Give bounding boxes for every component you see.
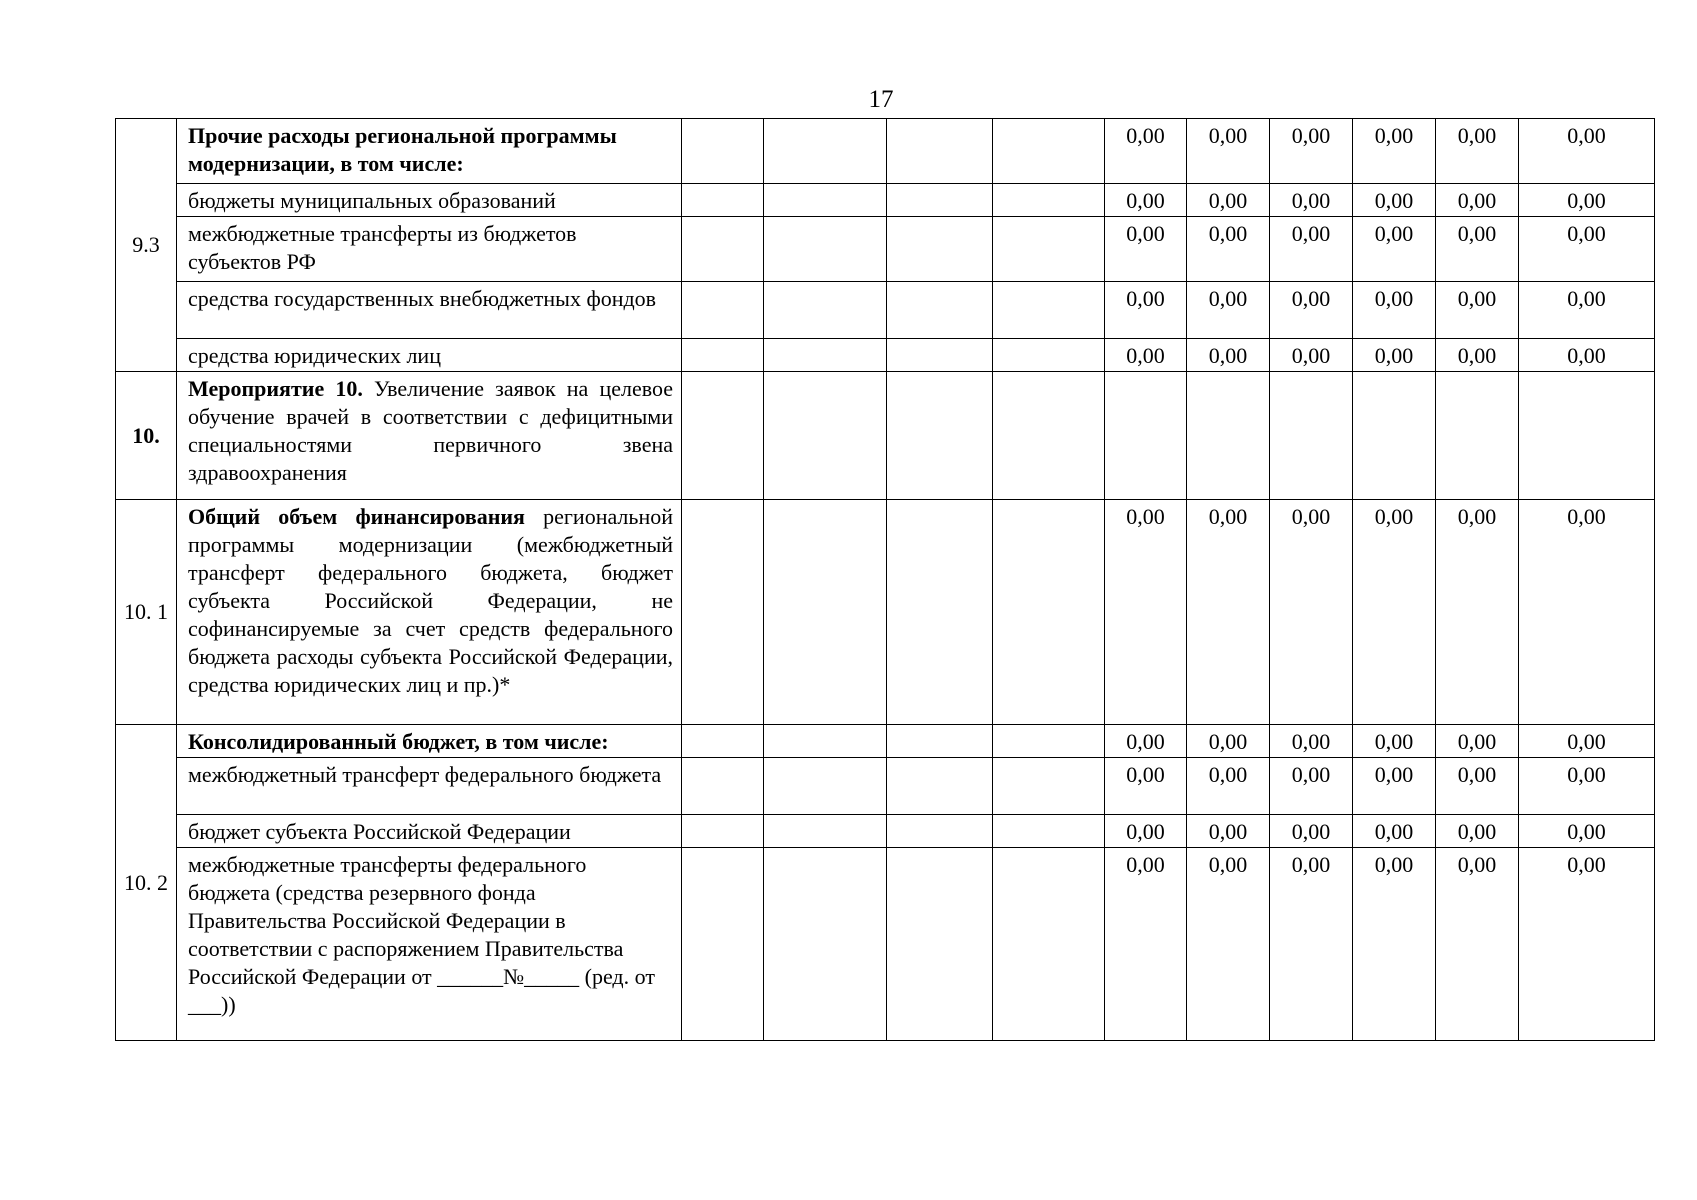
value-cell: 0,00 [1105, 184, 1187, 217]
value-cell: 0,00 [1353, 758, 1436, 815]
value-cell: 0,00 [1353, 848, 1436, 1041]
value-cell: 0,00 [1519, 815, 1655, 848]
empty-cell [993, 339, 1105, 372]
description-text: межбюджетный трансферт федерального бюджета [188, 762, 662, 787]
empty-cell [993, 500, 1105, 725]
value-cell: 0,00 [1519, 500, 1655, 725]
empty-cell [682, 372, 764, 500]
value-cell: 0,00 [1436, 725, 1519, 758]
value-cell: 0,00 [1270, 725, 1353, 758]
empty-cell [993, 217, 1105, 282]
empty-cell [682, 500, 764, 725]
value-cell: 0,00 [1519, 848, 1655, 1041]
value-cell: 0,00 [1270, 758, 1353, 815]
value-cell: 0,00 [1187, 339, 1270, 372]
empty-cell [682, 725, 764, 758]
table-row [116, 372, 1655, 500]
value-cell: 0,00 [1353, 725, 1436, 758]
value-cell: 0,00 [1436, 217, 1519, 282]
description-cell [177, 282, 682, 339]
description-text: межбюджетные трансферты из бюджетов субъектов РФ [188, 221, 577, 274]
value-cell [1187, 372, 1270, 500]
value-cell: 0,00 [1353, 184, 1436, 217]
description-cell [177, 500, 682, 725]
value-cell: 0,00 [1436, 339, 1519, 372]
empty-cell [887, 119, 993, 184]
value-cell: 0,00 [1105, 500, 1187, 725]
empty-cell [993, 282, 1105, 339]
description-text: средства юридических лиц [188, 343, 441, 368]
empty-cell [887, 184, 993, 217]
row-number-cell: 10. 1 [116, 500, 177, 725]
table-row [116, 119, 1655, 184]
value-cell: 0,00 [1105, 815, 1187, 848]
empty-cell [993, 848, 1105, 1041]
empty-cell [682, 119, 764, 184]
description-text: Общий объем финансирования [188, 504, 525, 529]
value-cell: 0,00 [1436, 848, 1519, 1041]
value-cell: 0,00 [1353, 217, 1436, 282]
value-cell: 0,00 [1436, 119, 1519, 184]
value-cell: 0,00 [1270, 184, 1353, 217]
empty-cell [993, 372, 1105, 500]
description-cell [177, 217, 682, 282]
value-cell: 0,00 [1353, 815, 1436, 848]
empty-cell [993, 815, 1105, 848]
value-cell [1519, 372, 1655, 500]
description-text: Мероприятие 10. [188, 376, 363, 401]
description-cell [177, 758, 682, 815]
value-cell: 0,00 [1105, 758, 1187, 815]
empty-cell [682, 758, 764, 815]
value-cell: 0,00 [1519, 282, 1655, 339]
table-row [116, 815, 1655, 848]
empty-cell [764, 339, 887, 372]
value-cell: 0,00 [1187, 217, 1270, 282]
value-cell: 0,00 [1519, 725, 1655, 758]
description-text: Консолидированный бюджет, в том числе: [188, 729, 609, 754]
value-cell [1270, 372, 1353, 500]
table-row [116, 758, 1655, 815]
empty-cell [764, 848, 887, 1041]
value-cell: 0,00 [1187, 848, 1270, 1041]
empty-cell [682, 282, 764, 339]
description-cell [177, 184, 682, 217]
empty-cell [993, 725, 1105, 758]
description-text: межбюджетные трансферты федерального бюджета (средства резервного фонда Правительства Российской Федерации в соответствии с распоряжением Правительства Российской Федерации от ______№_____ (ред. от ___)) [188, 852, 655, 1017]
empty-cell [764, 372, 887, 500]
value-cell: 0,00 [1436, 282, 1519, 339]
value-cell: 0,00 [1353, 282, 1436, 339]
description-cell [177, 339, 682, 372]
value-cell: 0,00 [1270, 815, 1353, 848]
table-row [116, 184, 1655, 217]
empty-cell [764, 758, 887, 815]
table-row [116, 500, 1655, 725]
value-cell: 0,00 [1187, 119, 1270, 184]
empty-cell [887, 725, 993, 758]
empty-cell [764, 184, 887, 217]
value-cell: 0,00 [1519, 217, 1655, 282]
value-cell: 0,00 [1353, 119, 1436, 184]
table-row [116, 725, 1655, 758]
empty-cell [887, 500, 993, 725]
empty-cell [887, 339, 993, 372]
value-cell: 0,00 [1187, 725, 1270, 758]
empty-cell [764, 500, 887, 725]
value-cell: 0,00 [1270, 119, 1353, 184]
description-text: Прочие расходы региональной программы модернизации, в том числе: [188, 123, 617, 176]
empty-cell [682, 184, 764, 217]
value-cell: 0,00 [1105, 848, 1187, 1041]
description-cell [177, 372, 682, 500]
empty-cell [887, 372, 993, 500]
empty-cell [682, 217, 764, 282]
value-cell [1436, 372, 1519, 500]
description-text: бюджет субъекта Российской Федерации [188, 819, 571, 844]
value-cell: 0,00 [1436, 758, 1519, 815]
description-text: бюджеты муниципальных образований [188, 188, 556, 213]
description-cell [177, 815, 682, 848]
value-cell: 0,00 [1519, 184, 1655, 217]
table-row [116, 282, 1655, 339]
value-cell: 0,00 [1353, 500, 1436, 725]
value-cell [1105, 372, 1187, 500]
value-cell: 0,00 [1187, 815, 1270, 848]
empty-cell [682, 848, 764, 1041]
row-number-cell: 10. 2 [116, 725, 177, 1041]
value-cell: 0,00 [1270, 500, 1353, 725]
value-cell: 0,00 [1105, 217, 1187, 282]
value-cell: 0,00 [1105, 119, 1187, 184]
empty-cell [682, 339, 764, 372]
empty-cell [993, 758, 1105, 815]
value-cell: 0,00 [1436, 184, 1519, 217]
empty-cell [764, 282, 887, 339]
empty-cell [887, 848, 993, 1041]
value-cell: 0,00 [1519, 119, 1655, 184]
empty-cell [764, 815, 887, 848]
value-cell: 0,00 [1105, 339, 1187, 372]
value-cell: 0,00 [1105, 725, 1187, 758]
value-cell [1353, 372, 1436, 500]
value-cell: 0,00 [1270, 339, 1353, 372]
value-cell: 0,00 [1436, 500, 1519, 725]
value-cell: 0,00 [1519, 339, 1655, 372]
description-cell [177, 119, 682, 184]
value-cell: 0,00 [1519, 758, 1655, 815]
description-text: региональной программы модернизации (межбюджетный трансферт федерального бюджета, бюджет субъекта Российской Федерации, не софинансируемые за счет средств федерального бюджета расходы субъекта Российской Федерации, средства юридических лиц и пр.)* [188, 504, 673, 697]
empty-cell [887, 217, 993, 282]
value-cell: 0,00 [1270, 848, 1353, 1041]
value-cell: 0,00 [1270, 282, 1353, 339]
budget-table-body [116, 119, 1655, 1041]
value-cell: 0,00 [1187, 500, 1270, 725]
empty-cell [682, 815, 764, 848]
value-cell: 0,00 [1187, 758, 1270, 815]
description-text: Увеличение заявок на целевое обучение врачей в соответствии с дефицитными специальностями первичного звена здравоохранения [188, 376, 673, 485]
page-number: 17 [868, 86, 894, 113]
description-text: средства государственных внебюджетных фондов [188, 286, 657, 311]
empty-cell [887, 282, 993, 339]
value-cell: 0,00 [1187, 184, 1270, 217]
table-row [116, 848, 1655, 1041]
empty-cell [764, 119, 887, 184]
row-number-cell: 9.3 [116, 119, 177, 372]
description-cell [177, 725, 682, 758]
description-cell [177, 848, 682, 1041]
value-cell: 0,00 [1353, 339, 1436, 372]
empty-cell [993, 184, 1105, 217]
empty-cell [887, 815, 993, 848]
row-number-cell: 10. [116, 372, 177, 500]
value-cell: 0,00 [1187, 282, 1270, 339]
empty-cell [764, 217, 887, 282]
value-cell: 0,00 [1436, 815, 1519, 848]
empty-cell [764, 725, 887, 758]
value-cell: 0,00 [1270, 217, 1353, 282]
table-row [116, 339, 1655, 372]
budget-table [115, 118, 1655, 1041]
value-cell: 0,00 [1105, 282, 1187, 339]
empty-cell [887, 758, 993, 815]
empty-cell [993, 119, 1105, 184]
table-row [116, 217, 1655, 282]
